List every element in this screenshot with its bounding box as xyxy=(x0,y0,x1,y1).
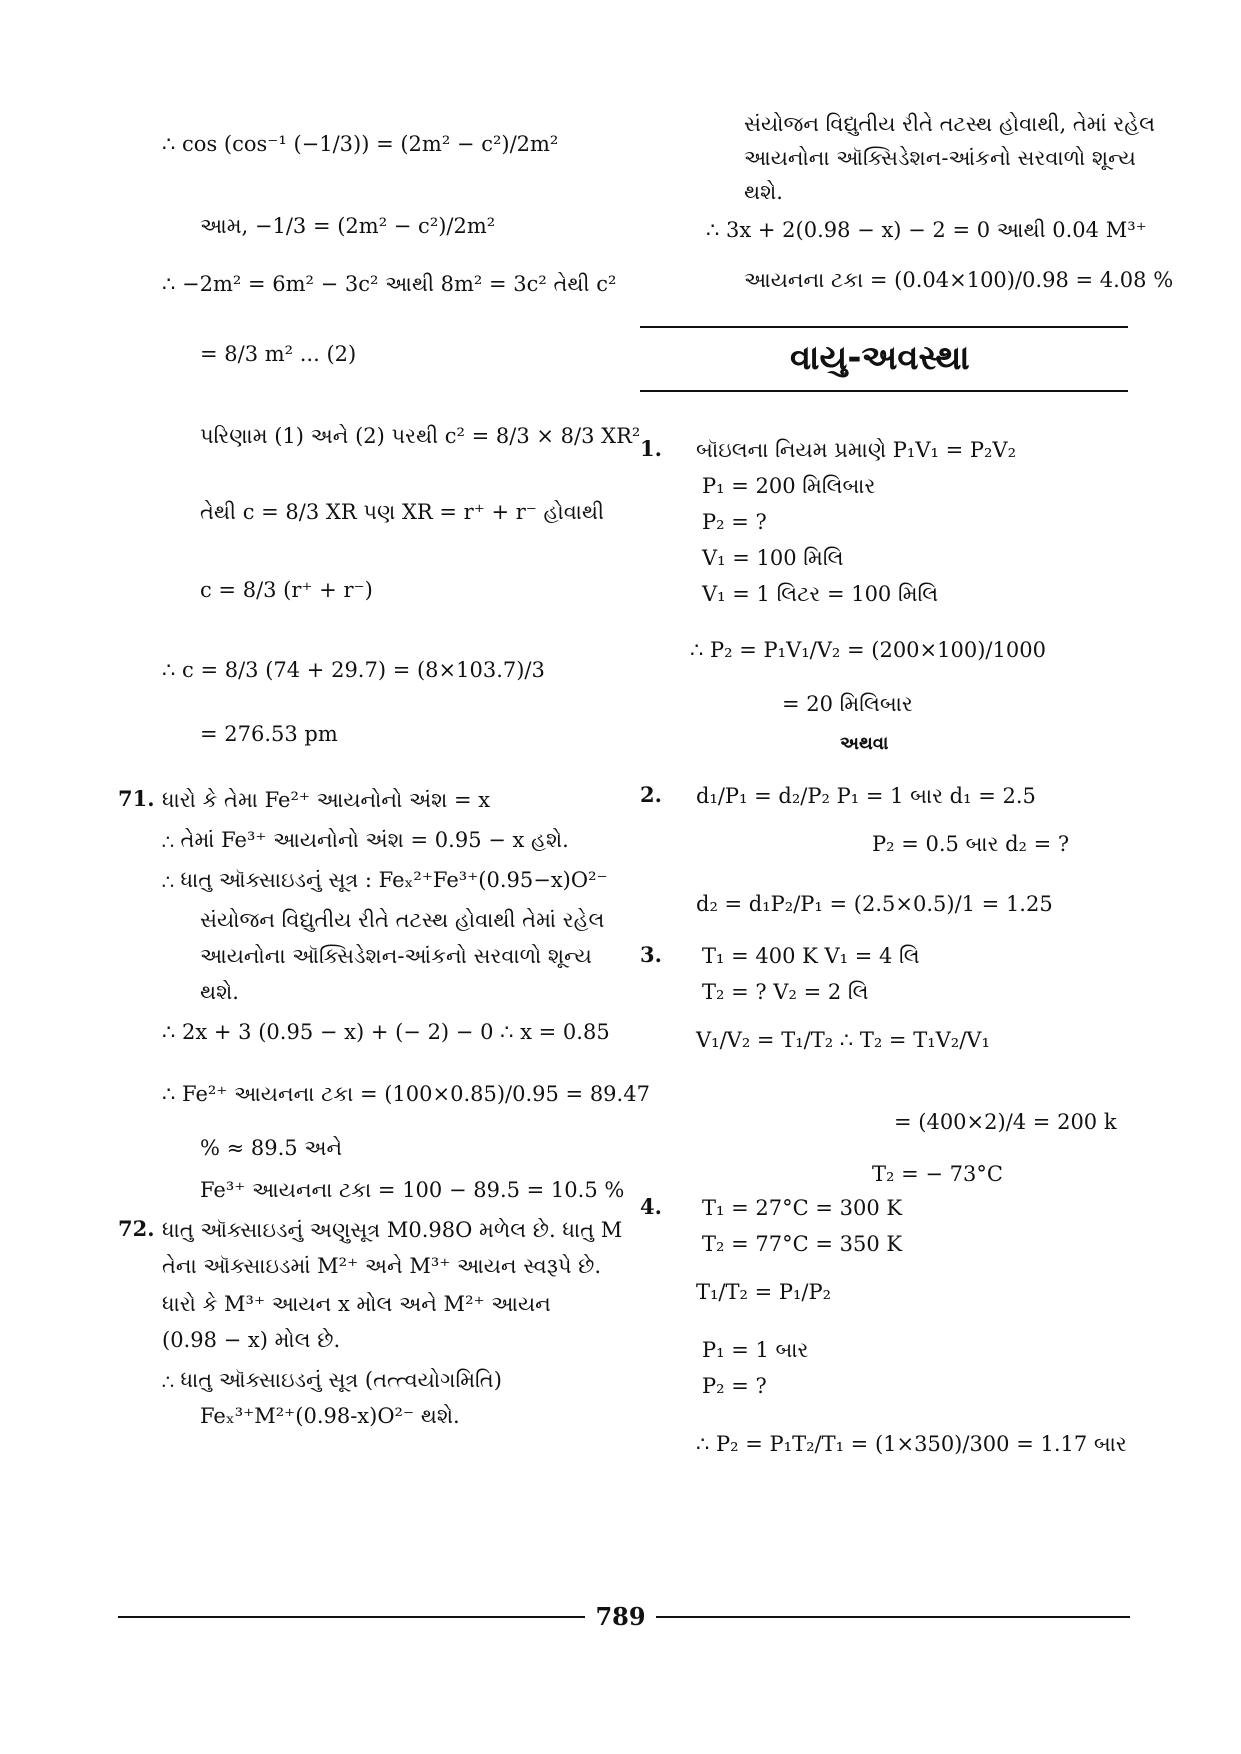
answer-number-1: 1. xyxy=(640,436,662,461)
question-number-71: 71. xyxy=(118,786,155,811)
text-line: ∴ ધાતુ ઑક્સાઇડનું સૂત્ર : Feₓ²⁺Fe³⁺(0.95−x)O²⁻ xyxy=(162,868,608,892)
answer-number-3: 3. xyxy=(640,942,662,967)
question-text: ધારો કે તેમા Fe²⁺ આયનોનો અંશ = x xyxy=(162,788,491,812)
text-line: ∴ P₂ = P₁T₂/T₁ = (1×350)/300 = 1.17 બાર xyxy=(696,1432,1127,1456)
section-title: વાયુ-અવસ્થા xyxy=(790,338,970,378)
text-line: ∴ 3x + 2(0.98 − x) − 2 = 0 આથી 0.04 M³⁺ xyxy=(706,218,1147,242)
text-line: P₁ = 200 મિલિબાર xyxy=(702,474,876,498)
text-line: P₂ = ? xyxy=(702,510,767,534)
text-line: આયનોના ઑક્સિડેશન-આંકનો સરવાળો શૂન્ય xyxy=(744,146,1136,170)
page-number-wrap xyxy=(0,1602,1241,1631)
text-line: Fe³⁺ આયનના ટકા = 100 − 89.5 = 10.5 % xyxy=(200,1178,625,1202)
text-line: = 20 મિલિબાર xyxy=(782,692,913,716)
answer-number-4: 4. xyxy=(640,1194,662,1219)
question-text: ધાતુ ઑક્સાઇડનું અણુસૂત્ર M0.98O મળેલ છે. ધાતુ M xyxy=(162,1218,623,1242)
text-line: T₂ = 77°C = 350 K xyxy=(702,1232,903,1256)
text-line: V₁ = 100 મિલિ xyxy=(702,546,844,570)
text-line: આયનોના ઑક્સિડેશન-આંકનો સરવાળો શૂન્ય xyxy=(200,944,592,968)
text-line: P₁ = 1 બાર xyxy=(702,1338,809,1362)
text-line: ∴ ધાતુ ઑક્સાઇડનું સૂત્ર (તત્ત્વયોગમિતિ) xyxy=(162,1368,502,1392)
text-line: થશે. xyxy=(744,180,783,204)
text-line: તેના ઑક્સાઇડમાં M²⁺ અને M³⁺ આયન સ્વરૂપે છે. xyxy=(162,1254,602,1278)
text-line: = 8/3 m² ... (2) xyxy=(200,342,357,366)
text-line: (0.98 − x) મોલ છે. xyxy=(162,1328,341,1352)
text-line: ∴ તેમાં Fe³⁺ આયનોનો અંશ = 0.95 − x હશે. xyxy=(162,828,569,852)
or-label: અથવા xyxy=(840,733,889,754)
text-line: P₂ = 0.5 બાર d₂ = ? xyxy=(872,832,1070,856)
text-line: = 276.53 pm xyxy=(200,722,338,746)
text-line: V₁ = 1 લિટર = 100 મિલિ xyxy=(702,582,939,606)
text-line: = (400×2)/4 = 200 k xyxy=(894,1110,1117,1134)
text-line: T₂ = ? V₂ = 2 લિ xyxy=(702,980,869,1004)
page-number: 789 xyxy=(585,1602,655,1631)
text-line: આયનના ટકા = (0.04×100)/0.98 = 4.08 % xyxy=(744,268,1174,292)
text-line: આમ, −1/3 = (2m² − c²)/2m² xyxy=(200,214,496,238)
text-line: ધારો કે M³⁺ આયન x મોલ અને M²⁺ આયન xyxy=(162,1292,551,1316)
text-line: P₂ = ? xyxy=(702,1374,767,1398)
text-line: ∴ cos (cos⁻¹ (−1/3)) = (2m² − c²)/2m² xyxy=(162,132,559,156)
text-line: c = 8/3 (r⁺ + r⁻) xyxy=(200,578,373,602)
text-line: d₁/P₁ = d₂/P₂ P₁ = 1 બાર d₁ = 2.5 xyxy=(696,784,1036,808)
text-line: ∴ P₂ = P₁V₁/V₂ = (200×100)/1000 xyxy=(690,638,1046,662)
text-line: T₂ = − 73°C xyxy=(872,1162,1003,1186)
question-number-72: 72. xyxy=(118,1216,155,1241)
text-line: V₁/V₂ = T₁/T₂ ∴ T₂ = T₁V₂/V₁ xyxy=(696,1028,990,1052)
section-rule-top xyxy=(640,326,1128,328)
text-line: પરિણામ (1) અને (2) પરથી c² = 8/3 × 8/3 XR² xyxy=(200,424,641,448)
text-line: તેથી c = 8/3 XR પણ XR = r⁺ + r⁻ હોવાથી xyxy=(200,500,605,524)
text-line: ∴ −2m² = 6m² − 3c² આથી 8m² = 3c² તેથી c² xyxy=(162,272,617,296)
text-line: % ≈ 89.5 અને xyxy=(200,1136,343,1160)
answer-number-2: 2. xyxy=(640,782,662,807)
section-rule-bottom xyxy=(640,390,1128,392)
text-line: ∴ 2x + 3 (0.95 − x) + (− 2) − 0 ∴ x = 0.85 xyxy=(162,1020,610,1044)
text-line: d₂ = d₁P₂/P₁ = (2.5×0.5)/1 = 1.25 xyxy=(696,892,1053,916)
text-line: T₁/T₂ = P₁/P₂ xyxy=(696,1280,832,1304)
text-line: ∴ Fe²⁺ આયનના ટકા = (100×0.85)/0.95 = 89.47 xyxy=(162,1082,650,1106)
text-line: T₁ = 400 K V₁ = 4 લિ xyxy=(702,944,920,968)
text-line: સંયોજન વિદ્યુતીય રીતે તટસ્થ હોવાથી તેમાં રહેલ xyxy=(200,908,605,932)
text-line: થશે. xyxy=(200,980,239,1004)
text-line: બૉઇલના નિયમ પ્રમાણે P₁V₁ = P₂V₂ xyxy=(696,438,1017,462)
text-line: T₁ = 27°C = 300 K xyxy=(702,1196,903,1220)
text-line: ∴ c = 8/3 (74 + 29.7) = (8×103.7)/3 xyxy=(162,658,545,682)
text-line: સંયોજન વિદ્યુતીય રીતે તટસ્થ હોવાથી, તેમાં રહેલ xyxy=(744,112,1156,136)
text-line: Feₓ³⁺M²⁺(0.98-x)O²⁻ થશે. xyxy=(200,1404,460,1428)
